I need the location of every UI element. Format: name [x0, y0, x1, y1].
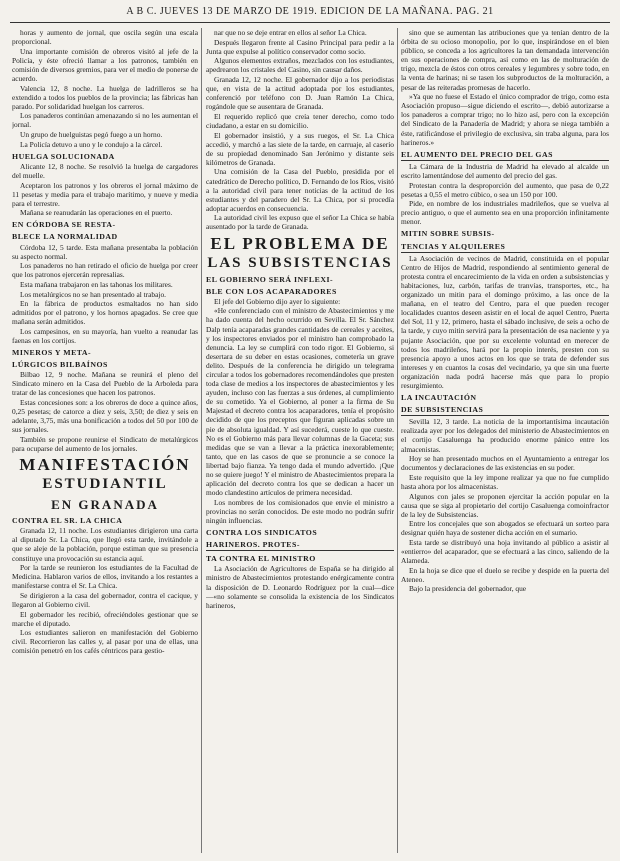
paragraph: En la fábrica de productos esmaltados no han sido admitidos por el patrono, y los hornos apagados. Se cree que mañana serán admitidos. [12, 299, 198, 327]
subheading: EL AUMENTO DEL PRECIO DEL GAS [401, 150, 609, 161]
paragraph: Por la tarde se reunieron los estudiantes de la Facultad de Medicina. Hablaron varios de ellos, invitando a los restantes a manifestarse contra el Sr. La Chica. [12, 563, 198, 591]
paragraph: horas y aumento de jornal, que oscila según una escala proporcional. [12, 28, 198, 47]
paragraph: Los metalúrgicos no se han presentado al trabajo. [20, 289, 166, 299]
headline: EN GRANADA [51, 497, 159, 513]
paragraph: La Asociación de Agricultores de España se ha dirigido al ministro de Abastecimientos protestando enérgicamente contra la disposición de D. Leonardo Rodríguez por la cual—dice—«no solamente se consolida la existencia de los Sindicatos harineros, [206, 564, 394, 610]
column-separator [397, 28, 398, 853]
page-header: A B C. JUEVES 13 DE MARZO DE 1919. EDICION DE LA MAÑANA. PAG. 21 [126, 6, 494, 17]
column-2 [206, 28, 394, 855]
paragraph: Entre los concejales que son abogados se efectuará un sorteo para designar quién haya de sostener dicha acción en el sumario. [401, 519, 609, 538]
paragraph: Una importante comisión de obreros visitó al jefe de la Policía, y éste ofreció llamar a los patronos, también en comisión de diversos gremios, para ver el medio de ponerse de acuerdo. [12, 46, 198, 83]
paragraph: El jefe del Gobierno dijo ayer lo siguiente: [214, 296, 341, 306]
paragraph: Se dirigieron a la casa del gobernador, contra el cacique, y llegaron al Gobierno civil. [12, 590, 198, 609]
paragraph: El gobernador les recibió, ofreciéndoles gestionar que se marche el diputado. [12, 609, 198, 628]
subheading: TENCIAS Y ALQUILERES [401, 242, 609, 253]
paragraph: Los panaderos continúan amenazando si no les aumentan el jornal. [12, 111, 198, 130]
paragraph: Esta tarde se distribuyó una hoja invitando al público a asistir al «entierro» del acaparador, que se efectuará a las cinco, saliendo de la Alameda. [401, 537, 609, 566]
subheading: EL GOBIERNO SERÁ INFLEXI- [206, 274, 334, 284]
subheading: LA INCAUTACIÓN [401, 393, 477, 403]
subheading: MINEROS Y META- [12, 348, 92, 358]
paragraph: La autoridad civil les expuso que el señor La Chica se había ausentado por la tarde de Granada. [206, 213, 394, 232]
headline: LAS SUBSISTENCIAS [207, 254, 393, 271]
paragraph: El requerido replicó que creía tener derecho, como todo ciudadano, a estar en su domicilio. [206, 111, 394, 130]
subheading: EN CÓRDOBA SE RESTA- [12, 220, 116, 230]
headline: ESTUDIANTIL [42, 476, 168, 493]
paragraph: Bilbao 12, 9 noche. Mañana se reunirá el pleno del Sindicato minero en la Casa del Pueblo de la Arboleda para tratar de las concesiones que hacen los patronos. [12, 370, 198, 398]
paragraph: Aceptaron los patronos y los obreros el jornal máximo de 11 pesetas y media para el trabajo marítimo, y nueve y media para el terrestre. [12, 180, 198, 208]
subheading: LÚRGICOS BILBAÍNOS [12, 360, 108, 370]
subheading: TA CONTRA EL MINISTRO [206, 554, 316, 564]
subheading: CONTRA LOS SINDICATOS [206, 528, 318, 538]
paragraph: La Policía detuvo a uno y le condujo a la cárcel. [20, 139, 163, 149]
column-3 [401, 28, 609, 855]
paragraph: Los panaderos no han retirado el oficio de huelga por creer que los patronos ejercerán represalias. [12, 261, 198, 280]
paragraph: Granada 12, 12 noche. El gobernador dijo a los periodistas que, en vista de la actitud adoptada por los estudiantes, conferenció por teléfono con D. Juan Ramón La Chica, rogándole que se ausentara de Granada. [206, 74, 394, 112]
paragraph: El gobernador insistió, y a sus ruegos, el Sr. La Chica accedió, y marchó a las siete de la tarde, en carruaje, al caserío de su propiedad denominado San Jerónimo y distante seis kilómetros de Granada. [206, 130, 394, 167]
paragraph: Esta mañana trabajaron en las tahonas los militares. [20, 279, 173, 289]
paragraph: Hoy se han presentado muchos en el Ayuntamiento a entregar los documentos y declaraciones de las existencias en su poder. [401, 454, 609, 473]
subheading: BLECE LA NORMALIDAD [12, 232, 118, 242]
paragraph: Después llegaron frente al Casino Principal para pedir a la Junta que expulse al político conservador como socio. [206, 37, 394, 56]
paragraph: Algunos elementos extraños, mezclados con los estudiantes, apedrearon los cristales del Casino, sin causar daños. [206, 56, 394, 75]
paragraph: Un grupo de huelguistas pegó fuego a un horno. [20, 130, 163, 140]
paragraph: Algunos con jales se proponen ejercitar la acción popular en la causa que se siga al propietario del cortijo Casaluenga comoinfractor de la ley de Subsistencias. [401, 491, 609, 519]
subheading: CONTRA EL SR. LA CHICA [12, 516, 123, 526]
subheading: MITIN SOBRE SUBSIS- [401, 229, 495, 239]
paragraph: En la hoja se dice que el duelo se recibe y despide en la puerta del Ateneo. [401, 565, 609, 584]
paragraph: Mañana se reanudarán las operaciones en el puerto. [20, 208, 173, 218]
paragraph: »Ya que no fuese el Estado el único comprador de trigo, como esta Asociación propuso—sigue diciendo el escrito—, debió autorizarse a los panaderos a comprar trigo; no lo hizo así, pero con la excepción del Sindicato de la Panadería de Madrid; y ahora se niega también a éste, ratificándose el privilegio de exclusiva, sin traba alguna, para los harineros.» [401, 92, 609, 147]
column-1 [12, 28, 198, 855]
paragraph: Granada 12, 11 noche. Los estudiantes dirigieron una carta al diputado Sr. La Chica, que llegó esta tarde, invitándole a que se aleje de la población, porque estiman que su presencia constituye una provocación su estancia aquí. [12, 526, 198, 563]
subheading: BLE CON LOS ACAPARADORES [206, 286, 337, 296]
subheading: HUELGA SOLUCIONADA [12, 151, 115, 161]
paragraph: Sevilla 12, 3 tarde. La noticia de la importantísima incautación realizada ayer por los delegados del ministerio de Abastecimientos en el cortijo Casaluenga ha producido enorme pánico entre los almacenistas. [401, 417, 609, 454]
subheading: HARINEROS. PROTES- [206, 540, 394, 551]
paragraph: Los campesinos, en su mayoría, han vuelto a reanudar las faenas en los cortijos. [12, 326, 198, 345]
paragraph: Una comisión de la Casa del Pueblo, presidida por el catedrático de Derecho político, D. Fernando de los Ríos, visitó a la autoridad civil para tener noticias de la actitud de los estudiantes y del paradero del Sr. La Chica, por si procedía adoptar acuerdos en consecuencia. [206, 167, 394, 213]
paragraph: También se propone reunirse el Sindicato de metalúrgicos para ocuparse del aumento de los jornales. [12, 434, 198, 454]
paragraph: Los nombres de los comisionados que envíe el ministro a provincias no serán conocidos. De este modo no podrán sufrir ningún influencias. [206, 497, 394, 525]
paragraph: Los estudiantes salieron en manifestación del Gobierno civil. Recorrieron las calles y, al pasar por una de ellas, una comisión penetró en los cafés céntricos para gestio- [12, 628, 198, 656]
paragraph: Este requisito que la ley impone realizar ya que no fue cumplido hasta ahora por los almacenistas. [401, 472, 609, 491]
paragraph: Alicante 12, 8 noche. Se resolvió la huelga de cargadores del muelle. [12, 161, 198, 180]
paragraph: La Asociación de vecinos de Madrid, constituida en el popular Centro de Hijos de Madrid, respondiendo al sentimiento general de protesta contra el encarecimiento de la vida en orden a subsistencias y habitaciones, luz, carbón, tarifas de tranvías, transportes, etc., ha organizado un mitin para el domingo próximo, a las once de la mañana, en el teatro del Centro, para el que pueden recoger localidades cuantos deseen asistir en el local de aquel Centro, Puerta del Sol, 11 y 12, primero, hasta el sábado inclusive, de seis a ocho de la tarde, y cuyo mitin servirá para la presentación de esa naciente y ya pujante Asociación, que por su excelente voluntad en merecer de todos los madrileños, hará por la propio interés, presten con su presencia apoyo a unos actos en los que se trata de defender sus intereses y en cuantos la cosas del vecindario, ya que sin una fuerte organización nada podrá hacerse más que para lo propio resurgimiento. [401, 253, 609, 390]
paragraph: «He conferenciado con el ministro de Abastecimientos y me ha dado cuenta del hecho ocurrido en Sevilla. El Sr. Sánchez Dalp tenía acaparadas grandes cantidades de cereales y aceites, y los inspectores enviados por el ministro han comprobado la denuncia. La ley se cumplirá con todo rigor. El Gobierno, si desertara de su deber en estas ocasiones, cometería un grave delito. Después de la conferencia he dirigido un telegrama circular a todos los gobernadores recomendándoles que presten toda clase de medios a los inspectores de abastecimientos y les ayuden, incluso con las fuerzas a sus órdenes, al cumplimiento de su cometido. Ya el Gobierno, al poner a la firma de Su Majestad el decreto contra los acaparadores, tenía el propósito decidido de que los preceptos que figuran aplicadas sobre un pie de absoluta igualdad. Y así sucederá, cueste lo que cueste. No es el Gobierno más para llevar columnas de la Gaceta; sus medidas que se van a llevar a la práctica inexorablemente; tanto, que en las casos de que se pronuncie a se conoce la libertad bajo fianza. Ya tengo dada el mundo advertido. ¡Que no se quiere juego! Y el ministro de Abastecimientos prepara la aplicación del decreto contra los que se dedican a hacer un modo clandestino artículos de primera necesidad. [206, 306, 394, 498]
headline: EL PROBLEMA DE [210, 233, 390, 253]
paragraph: Córdoba 12, 5 tarde. Esta mañana presentaba la población su aspecto normal. [12, 242, 198, 261]
paragraph: La Cámara de la Industria de Madrid ha elevado al alcalde un escrito lamentándose del aumento del precio del gas. [401, 161, 609, 180]
paragraph: nar que no se deje entrar en ellos al señor La Chica. [214, 28, 367, 37]
paragraph: sino que se aumentan las atribuciones que ya tenían dentro de la órbita de su ocioso monopolio, por lo que, inspirándose en el bien público, se conceda a los agricultores la tan demandada intervención en sus operaciones de compra, así como en las de molturación de trigo, mezcla de éstos con otros cereales y legumbres y sobre todo, en la venta de harinas; ni se tasen los subproductos de la molturación, a pesar de las reiteradas promesas de hacerlo. [401, 28, 609, 92]
headline: MANIFESTACIÓN [19, 455, 191, 475]
column-separator [201, 28, 202, 853]
paragraph: Valencia 12, 8 noche. La huelga de ladrilleros se ha extendido a todos los pueblos de la provincia; las fábricas han parado. Por solidaridad huelgan los carreros. [12, 83, 198, 111]
paragraph: Pide, en nombre de los industriales madrileños, que se vuelva al precio antiguo, o que el aumento sea en una proporción infinitamente menor. [401, 199, 609, 227]
paragraph: Bajo la presidencia del gobernador, que [409, 584, 527, 594]
subheading: DE SUBSISTENCIAS [401, 405, 609, 416]
header-rule [10, 22, 610, 23]
paragraph: Protestan contra la desproporción del aumento, que pasa de 0,22 pesetas a 0,55 el metro cúbico, o sea un 150 por 100. [401, 180, 609, 199]
paragraph: Estas concesiones son: a los obreros de doce a quince años, 0,25 pesetas; de catorce a diez y seis, 3,50; de diez y seis en adelante, 3,75, más una bonificación a todos del 50 por 100 de sus jornales. [12, 398, 198, 435]
